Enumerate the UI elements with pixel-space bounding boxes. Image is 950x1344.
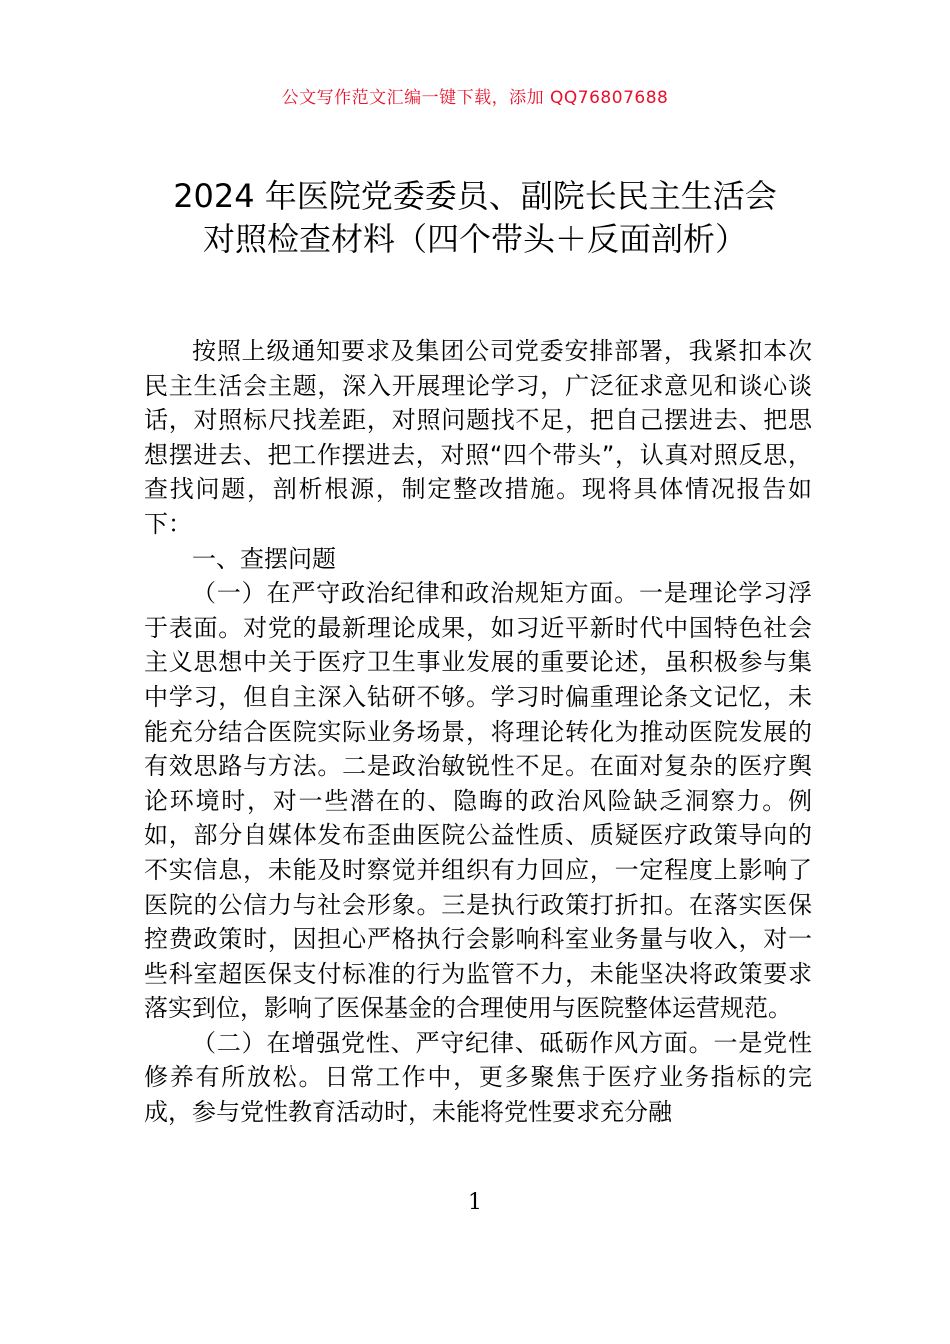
document-body <box>144 334 812 1130</box>
body-paragraph: （二）在增强党性、严守纪律、砥砺作风方面。一是党性修养有所放松。日常工作中，更多聚焦于医疗业务指标的完成，参与党性教育活动时，未能将党性要求充分融 <box>144 1028 812 1127</box>
section-heading: 一、查摆问题 <box>192 544 336 573</box>
page-number: 1 <box>468 1190 482 1215</box>
download-notice: 公文写作范文汇编一键下载，添加 QQ76807688 <box>281 88 669 108</box>
intro-paragraph: 按照上级通知要求及集团公司党委安排部署，我紧扣本次民主生活会主题，深入开展理论学习，广泛征求意见和谈心谈话，对照标尺找差距，对照问题找不足，把自己摆进去、把思想摆进去、把工作摆进去，对照“四个带头”，认真对照反思，查找问题，剖析根源，制定整改措施。现将具体情况报告如下： <box>144 337 812 538</box>
document-title-line-1: 2024 年医院党委委员、副院长民主生活会 <box>173 177 777 215</box>
body-paragraph: （一）在严守政治纪律和政治规矩方面。一是理论学习浮于表面。对党的最新理论成果，如习近平新时代中国特色社会主义思想中关于医疗卫生事业发展的重要论述，虽积极参与集中学习，但自主深入钻研不够。学习时偏重理论条文记忆，未能充分结合医院实际业务场景，将理论转化为推动医院发展的有效思路与方法。二是政治敏锐性不足。在面对复杂的医疗舆论环境时，对一些潜在的、隐晦的政治风险缺乏洞察力。例如，部分自媒体发布歪曲医院公益性质、质疑医疗政策导向的不实信息，未能及时察觉并组织有力回应，一定程度上影响了医院的公信力与社会形象。三是执行政策打折扣。在落实医保控费政策时，因担心严格执行会影响科室业务量与收入，对一些科室超医保支付标准的行为监管不力，未能坚决将政策要求落实到位，影响了医保基金的合理使用与医院整体运营规范。 <box>144 579 812 1023</box>
document-title-line-2: 对照检查材料（四个带头＋反面剖析） <box>202 220 747 258</box>
